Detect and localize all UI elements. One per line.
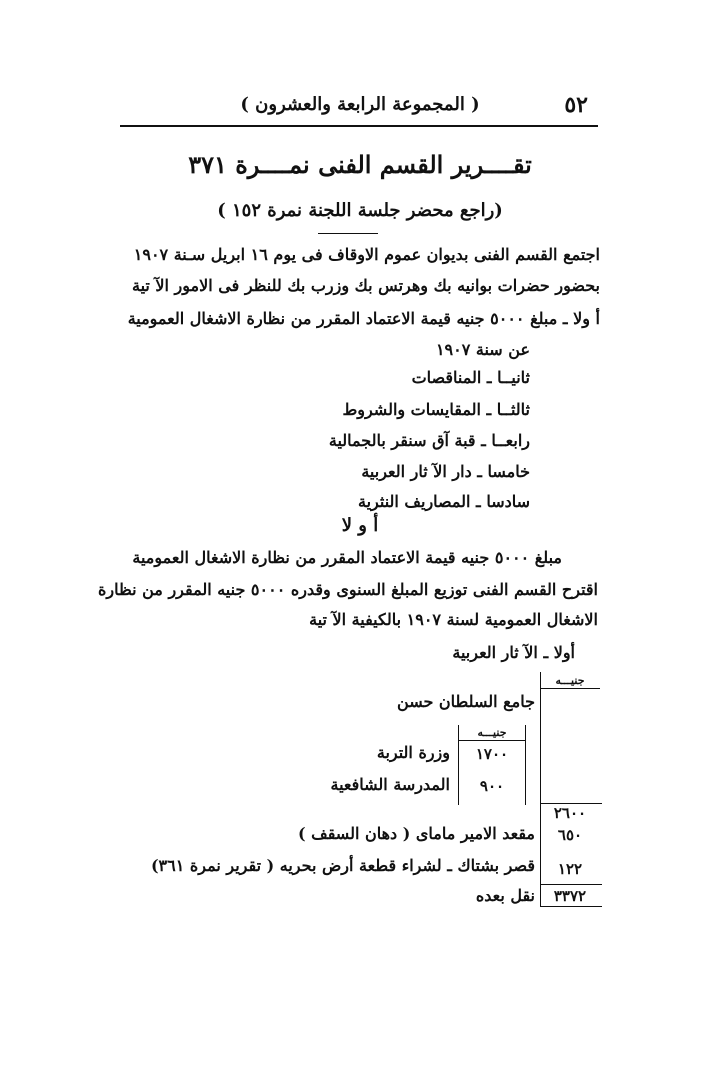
agenda-item: خامسا ـ دار الآ ثار العربية [361,462,530,481]
sub-row-label: المدرسة الشافعية [330,775,450,794]
sub-row-amount: ١٧٠٠ [475,745,509,763]
section-heading: أ و لا [341,515,379,536]
agenda-item: سادسا ـ المصاريف النثرية [358,492,530,511]
agenda-item: ثالثــا ـ المقايسات والشروط [342,400,530,419]
sub-row-label: وزرة التربة [376,743,450,762]
page-number: ٥٢ [564,92,588,118]
section-line-1: مبلغ ٥٠٠٠ جنيه قيمة الاعتماد المقرر من نظارة الاشغال العمومية [132,548,562,567]
agenda-item: أ ولا ـ مبلغ ٥٠٠٠ جنيه قيمة الاعتماد المقرر من نظارة الاشغال العمومية [127,309,600,328]
group-total: ٢٦٠٠ [553,804,587,822]
group-label: جامع السلطان حسن [397,692,535,711]
sub-row-amount: ٩٠٠ [479,777,505,795]
subtitle-rule [318,233,378,234]
report-title: تقــــرير القسم الفنى نمــــرة ٣٧١ [188,150,532,179]
header-rule [120,125,598,127]
inner-header-rule [458,740,525,741]
inner-column-right [525,725,526,805]
carry-total: ٣٣٧٢ [553,887,587,905]
intro-line-1: اجتمع القسم الفنى بديوان عموم الاوقاف فى يوم ١٦ ابريل سـنة ١٩٠٧ [133,245,600,264]
inner-column-left [458,725,459,805]
section-line-3: الاشغال العمومية لسنة ١٩٠٧ بالكيفية الآ تية [309,610,598,629]
carry-total-rule [540,884,602,885]
currency-header: جنيـــه [555,674,585,687]
column-rule [540,688,600,689]
section-line-2: اقترح القسم الفنى توزيع المبلغ السنوى وقدره ٥٠٠٠ جنيه المقرر من نظارة [97,580,598,599]
carry-bottom-rule [540,906,602,907]
report-subtitle: (راجع محضر جلسة اللجنة نمرة ١٥٢ ) [217,200,503,221]
agenda-item: ثانيــا ـ المناقصات [411,368,530,387]
inner-currency-header: جنيـــه [477,726,507,739]
running-title: ( المجموعة الرابعة والعشرون ) [240,94,480,115]
row-amount: ٦٥٠ [557,826,583,844]
row-label: مقعد الامير ماماى ( دهان السقف ) [298,824,535,843]
row-label: قصر بشتاك ـ لشراء قطعة أرض بحريه ( تقرير نمرة ٣٦١) [150,856,535,875]
subsection-title: أولا ـ الآ ثار العربية [452,643,575,662]
agenda-item: رابعــا ـ قبة آق سنقر بالجمالية [328,431,530,450]
agenda-item: عن سنة ١٩٠٧ [435,340,530,359]
row-amount: ١٢٢ [557,860,583,878]
carry-label: نقل بعده [475,886,535,905]
intro-line-2: بحضور حضرات بوانيه بك وهرتس بك وزرب بك للنظر فى الامور الآ تية [131,276,600,295]
